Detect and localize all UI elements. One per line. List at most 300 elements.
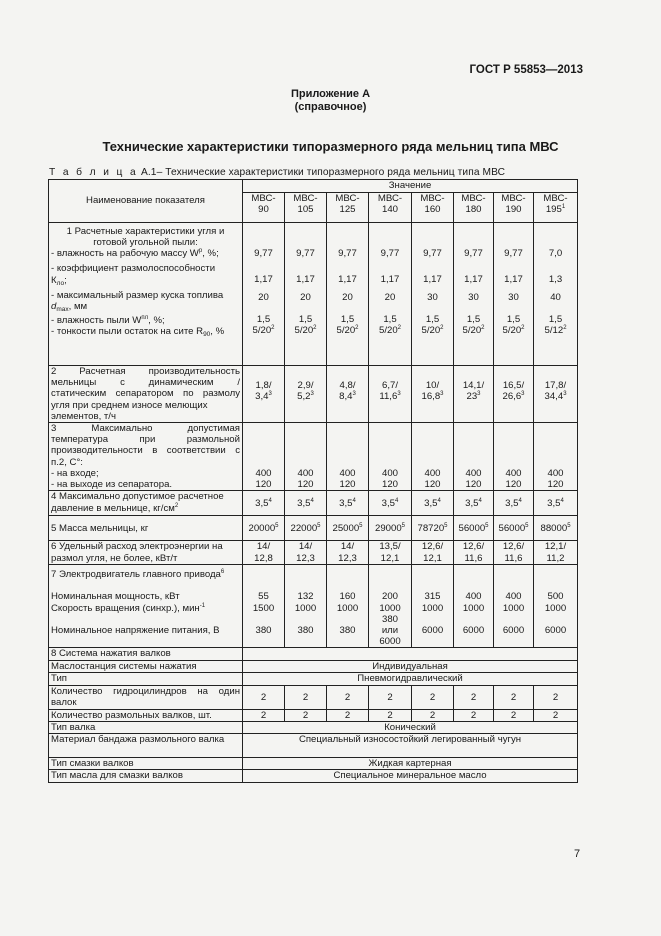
model-num: 140 [381,204,398,216]
speed-value: 1000 [421,602,444,614]
mass-cell: 88000$^5$ [534,516,578,541]
mass-value: 56000 [458,522,486,534]
mass-value: 78720 [417,522,445,534]
inlet-temp: 400 [381,468,398,480]
section-1-values: 9,77 1,17 30 1,5 $5/20^2$ [412,223,454,366]
model-num: 180 [465,204,482,216]
model-header-4 [412,193,454,223]
section-4-name: 4 Максимально допустимое расчетное давление в мельнице, $кг/см^2$ [49,491,243,516]
power-value: 315 [424,591,441,603]
oil-value: Специальное минеральное масло [333,770,487,782]
section-2-row [49,366,578,423]
section-3-name [49,423,243,491]
cyl-label-cell [49,685,243,709]
pressure-cell: $3,5^4$ [243,491,285,516]
s7-voltage-label: Номинальное напряжение питания, В [51,624,220,636]
s5-label: 5 Масса мельницы, кг [51,522,149,534]
energy-top: 14/ [340,541,355,553]
cyl-cell [412,685,454,709]
pressure-cell: $3,5^4$ [285,491,327,516]
outlet-temp: 120 [465,479,482,491]
pressure-value: 3,5 [297,497,311,509]
appendix-heading [0,88,661,114]
model-num: 160 [424,204,441,216]
col-name-header: Наименование показателя [86,195,205,207]
rolls-value: 2 [344,709,351,721]
voltage-value: 6000 [544,624,567,636]
s1-dust-unit: , %; [148,314,165,326]
motor-cell [327,565,369,648]
band-row [49,734,578,758]
model-prefix: МВС- [251,193,276,204]
pressure-cell: $3,5^4$ [494,491,534,516]
energy-cell [243,541,285,565]
capacity-top: 14,1/ [462,380,485,391]
power-value: 55 [258,591,269,603]
speed-value: 1000 [502,602,525,614]
outlet-temp: 120 [381,479,398,491]
section-2-values: 16,5/ 26,6$^3$ [494,366,534,423]
caption-text: А.1– Технические характеристики типоразмерного ряда мельниц типа МВС [140,167,506,178]
column-header-name [49,180,243,223]
model-num: 125 [339,204,356,216]
voltage-alt: или [381,625,399,637]
pressure-value: 3,5 [547,497,561,509]
inlet-temp: 400 [297,468,314,480]
moisture-value: 7,0 [548,248,563,259]
energy-cell [494,541,534,565]
section-3-values [412,423,454,491]
outlet-temp: 120 [339,479,356,491]
s2-line: 2 Расчетная производительность [51,366,240,377]
voltage-value: 380 [339,624,356,636]
s2-line: статическим сепаратором по размолу [51,388,240,400]
voltage-value: 6000 [421,624,444,636]
section-3-values [494,423,534,491]
rolls-label: Количество размольных валков, шт. [51,709,212,721]
power-value: 200 [381,591,398,603]
grind-value: 1,17 [296,274,315,285]
model-prefix: МВС- [377,193,403,204]
capacity-bottom: 16,8 [421,391,441,403]
grind-value: 1,17 [254,274,273,285]
energy-top: 14/ [298,541,313,553]
energy-cell [327,541,369,565]
size-value: 30 [427,292,438,303]
s3-inlet-label: - на входе; [51,467,99,479]
capacity-bottom: 34,4 [544,391,564,403]
rolls-cell [412,709,454,721]
section-3-values [454,423,494,491]
model-prefix: МВС- [335,193,360,204]
moisture-value: 9,77 [504,248,523,259]
speed-value: 1000 [294,602,317,614]
mass-value: 88000 [540,522,568,534]
energy-bottom: 11,6 [464,552,483,564]
voltage-value: 380 [297,624,314,636]
pressure-value: 3,5 [255,497,269,509]
cyl-value: 2 [302,691,309,703]
section-3-values [369,423,412,491]
s1-grind-label1: - коэффициент размолоспособности [51,263,216,275]
cylinders-row [49,685,578,709]
cyl-cell [494,685,534,709]
rolls-label-cell [49,709,243,721]
model-prefix: МВС- [461,193,486,204]
band-label-cell [49,734,243,758]
s1-fineness-label: - тонкости пыли остаток на сите R [51,326,204,338]
energy-bottom: 11,6 [504,552,523,564]
voltage-value: 380 [381,613,398,625]
model-prefix: МВС- [293,193,318,204]
pressure-cell: $3,5^4$ [412,491,454,516]
mass-cell: 56000$^5$ [494,516,534,541]
section-3-values [243,423,285,491]
section-2-values: 6,7/ 11,6$^3$ [369,366,412,423]
energy-top: 12,6/ [462,541,485,553]
capacity-bottom: 23 [466,391,478,403]
s8-title-row [49,648,578,660]
type-value-cell [243,672,578,685]
inlet-temp: 400 [339,468,356,480]
dust-moist-value: 1,5 [298,314,313,325]
cyl-cell [369,685,412,709]
s8-title-cell [49,648,243,660]
section-1-values: 9,77 1,17 20 1,5 $5/20^2$ [285,223,327,366]
size-value: 20 [342,292,353,303]
band-value: Специальный износостойкий легированный чугун [298,734,522,746]
pressure-value: 3,5 [505,497,519,509]
s3-line: производительности в соответствии с [51,445,240,457]
model-header-1 [285,193,327,223]
energy-cell [454,541,494,565]
capacity-bottom: 5,2 [297,391,311,403]
type-value: Пневмогидравлический [357,672,463,684]
page-number: 7 [574,848,581,860]
capacity-top: 1,8/ [255,380,272,391]
cyl-value: 2 [470,691,477,703]
fineness-value: 5/20 [421,325,441,337]
rolls-cell [454,709,494,721]
s1-moisture-label: - влажность на рабочую массу W [51,248,199,260]
section-2-values: 17,8/ 34,4$^3$ [534,366,578,423]
pumping-label: Маслостанция системы нажатия [51,660,197,672]
energy-bottom: 12,3 [338,552,357,564]
model-header-2 [327,193,369,223]
type-label-cell [49,672,243,685]
caption-prefix: Т а б л и ц а [49,167,139,178]
cyl-value: 2 [344,691,351,703]
section-1-values: 9,77 1,17 20 1,5 $5/20^2$ [327,223,369,366]
header-row [49,180,578,193]
s1-size-label2: d [51,300,57,312]
speed-value: 1000 [379,602,401,614]
outlet-temp: 120 [547,479,564,491]
outlet-temp: 120 [505,479,522,491]
outlet-temp: 120 [297,479,314,491]
fineness-value: 5/12 [544,325,564,337]
moisture-value: 9,77 [338,248,357,259]
grind-value: 1,17 [464,274,483,285]
mass-value: 25000 [332,522,360,534]
specs-table [48,179,578,783]
section-2-values: 10/ 16,8$^3$ [412,366,454,423]
pressure-value: 3,5 [465,497,479,509]
lube-cell [243,758,578,770]
size-value: 20 [300,292,311,303]
s2-line: мельницы с динамическим / [51,377,240,389]
s3-line: 3 Максимально допустимая [51,423,240,435]
section-7-name: 7 Электродвигатель главного привода$^6$ Номинальная мощность, кВт Скорость вращения (синхр.), мин$^{-1}$ Номинальное напряжение питания, В [49,565,243,648]
cyl-value: 2 [552,691,559,703]
section-1-values: 9,77 1,17 30 1,5 $5/20^2$ [454,223,494,366]
section-1-row [49,223,578,366]
s1-title2: готовой угольной пыли: [93,237,198,249]
capacity-bottom: 11,6 [379,391,398,403]
section-2-values: 2,9/ $5,2^3$ [285,366,327,423]
size-value: 40 [550,292,561,303]
fineness-value: 5/20 [294,325,314,337]
energy-top: 13,5/ [379,541,401,553]
model-num: 190 [505,204,522,216]
power-value: 160 [339,591,356,603]
section-2-values: 4,8/ $8,4^3$ [327,366,369,423]
s1-size-unit: , мм [68,300,88,312]
mass-cell: 29000$^5$ [369,516,412,541]
empty-cell [243,648,578,660]
dust-moist-value: 1,5 [425,314,440,325]
mass-value: 22000 [290,522,318,534]
rolls-value: 2 [552,709,559,721]
pumping-label-cell [49,660,243,672]
pumping-value-cell [243,660,578,672]
cyl-value: 2 [429,691,436,703]
roll-type-label-cell [49,722,243,734]
value-header: Значение [388,180,432,191]
energy-top: 12,6/ [502,541,525,553]
s4-line: 4 Максимально допустимое расчетное [51,491,224,503]
voltage-value: 6000 [502,624,525,636]
pressure-cell: $3,5^4$ [454,491,494,516]
voltage-value: 380 [255,624,272,636]
s1-title1: 1 Расчетные характеристики угля и [66,226,225,237]
mass-cell: 56000$^5$ [454,516,494,541]
rolls-cell [243,709,285,721]
cyl-label1: Количество гидроцилиндров на один [51,685,240,697]
rolls-cell [369,709,412,721]
energy-bottom: 12,8 [254,552,273,564]
section-2-values: 14,1/ $23^3$ [454,366,494,423]
section-2-name [49,366,243,423]
inlet-temp: 400 [255,468,272,480]
section-1-values: 9,77 1,17 30 1,5 $5/20^2$ [494,223,534,366]
energy-top: 12,1/ [544,541,567,553]
appendix-title: Приложение А [290,88,371,100]
energy-cell [369,541,412,565]
energy-cell [285,541,327,565]
pressure-cell: $3,5^4$ [369,491,412,516]
fineness-value: 5/20 [252,325,272,337]
mass-value: 56000 [498,522,526,534]
s3-outlet-label: - на выходе из сепаратора. [51,479,173,491]
grind-value: 1,3 [548,274,563,285]
mass-cell: 22000$^5$ [285,516,327,541]
s1-moisture-unit: , %; [202,248,219,260]
capacity-bottom: 3,4 [255,391,269,403]
grind-value: 1,17 [338,274,357,285]
s7-power-label: Номинальная мощность, кВт [51,591,180,603]
pressure-cell: $3,5^4$ [327,491,369,516]
s1-dust-label: - влажность пыли W [51,314,142,326]
moisture-value: 9,77 [380,248,400,259]
capacity-top: 17,8/ [544,380,567,391]
document-title: Технические характеристики типоразмерного ряда мельниц типа МВС [102,139,559,154]
section-5-row [49,516,578,541]
rolls-value: 2 [429,709,436,721]
section-3-values [534,423,578,491]
cyl-cell [327,685,369,709]
column-header-value [243,180,578,193]
size-value: 20 [384,292,396,303]
capacity-bottom: 8,4 [339,391,353,403]
grind-value: 1,17 [423,274,442,285]
energy-bottom: 12,3 [296,552,315,564]
energy-bottom: 11,2 [546,552,565,564]
mass-value: 20000 [248,522,276,534]
pressure-value: 3,5 [424,497,438,509]
roll-type-cell [243,722,578,734]
model-prefix: МВС- [543,193,568,204]
table-caption [49,167,505,178]
mass-cell: 20000$^5$ [243,516,285,541]
moisture-value: 9,77 [296,248,315,259]
s2-line: угля при среднем износе мелющих [51,399,208,411]
pumping-value: Индивидуальная [372,660,448,672]
size-value: 30 [508,292,519,303]
cyl-cell [534,685,578,709]
cyl-cell [243,685,285,709]
model-prefix: МВС- [420,193,445,204]
energy-top: 14/ [256,541,271,553]
pressure-value: 3,5 [381,497,395,509]
fineness-value: 5/20 [336,325,356,337]
section-2-values: 1,8/ $3,4^3$ [243,366,285,423]
section-1-values: 9,77 1,17 20 1,5 $5/20^2$ [369,223,412,366]
section-3-values [285,423,327,491]
fineness-value: 5/20 [462,325,482,337]
speed-value: 1000 [462,602,485,614]
section-3-row [49,423,578,491]
energy-top: 12,6/ [421,541,444,553]
energy-bottom: 12,1 [423,552,442,564]
rolls-value: 2 [260,709,267,721]
model-header-0 [243,193,285,223]
roll-type-row [49,722,578,734]
outlet-temp: 120 [424,479,441,491]
type-label: Тип [51,672,67,684]
model-num: 105 [297,204,314,216]
lube-label: Тип смазки валков [51,758,134,770]
speed-value: 1000 [336,602,359,614]
oil-label: Тип масла для смазки валков [51,770,183,782]
type-row [49,672,578,685]
motor-cell [494,565,534,648]
pressure-value: 3,5 [339,497,353,509]
capacity-top: 10/ [425,380,440,391]
energy-bottom: 12,1 [380,552,400,564]
standard-code: ГОСТ Р 55853—2013 [469,64,583,76]
rolls-value: 2 [302,709,309,721]
section-4-row [49,491,578,516]
energy-cell [534,541,578,565]
model-header-5 [454,193,494,223]
voltage-alt: 6000 [379,636,401,648]
model-prefix: МВС- [501,193,526,204]
capacity-top: 4,8/ [339,380,356,391]
band-label: Материал бандажа размольного валка [51,734,225,746]
cyl-cell [285,685,327,709]
model-header-6 [494,193,534,223]
motor-cell [285,565,327,648]
section-1-name: 1 Расчетные характеристики угля и готовой угольной пыли: - влажность на рабочую массу $W^р$, %; - коэффициент размолоспособности $К_{ло}$; - максимальный размер куска топлива $d_{max}$, мм - влажность пыли $W^{пл}$, %; - тонкости пыли остаток на сите $R_{90}$, % [49,223,243,366]
model-num: 195 [545,204,562,216]
roll-type-label: Тип валка [51,722,96,734]
motor-cell [534,565,578,648]
size-value: 20 [258,292,269,303]
mass-cell: 78720$^5$ [412,516,454,541]
fineness-value: 5/20 [502,325,522,337]
rolls-value: 2 [470,709,477,721]
section-6-row [49,541,578,565]
moisture-value: 9,77 [254,248,273,259]
cyl-value: 2 [387,691,393,703]
motor-cell [454,565,494,648]
s6-line: 6 Удельный расход электроэнергии на [51,541,223,553]
section-1-values: 9,77 1,17 20 1,5 $5/20^2$ [243,223,285,366]
grind-value: 1,17 [380,274,400,285]
capacity-top: 2,9/ [297,380,314,391]
motor-cell [412,565,454,648]
cyl-label2: валок [51,697,77,709]
energy-cell [412,541,454,565]
dust-moist-value: 1,5 [340,314,355,325]
section-5-name [49,516,243,541]
rolls-value: 2 [510,709,517,721]
band-cell [243,734,578,758]
model-header-3 [369,193,412,223]
outlet-temp: 120 [255,479,272,491]
model-num: 90 [258,204,269,216]
pressure-cell: $3,5^4$ [534,491,578,516]
s7-title: 7 Электродвигатель главного привода [51,569,221,581]
section-7-row [49,565,578,648]
speed-value: 1000 [544,602,567,614]
power-value: 400 [505,591,522,603]
rolls-cell [285,709,327,721]
fineness-value: 5/20 [378,325,398,337]
section-3-values [327,423,369,491]
roll-type-value: Конический [384,722,436,734]
rolls-cell [327,709,369,721]
s3-line: п.2, С°: [51,456,83,468]
model-header-7: МВС- $195^1$ [534,193,578,223]
cyl-cell [454,685,494,709]
cyl-value: 2 [260,691,267,703]
power-value: 500 [547,591,564,603]
inlet-temp: 400 [465,468,482,480]
power-value: 400 [465,591,482,603]
rolls-row [49,709,578,721]
